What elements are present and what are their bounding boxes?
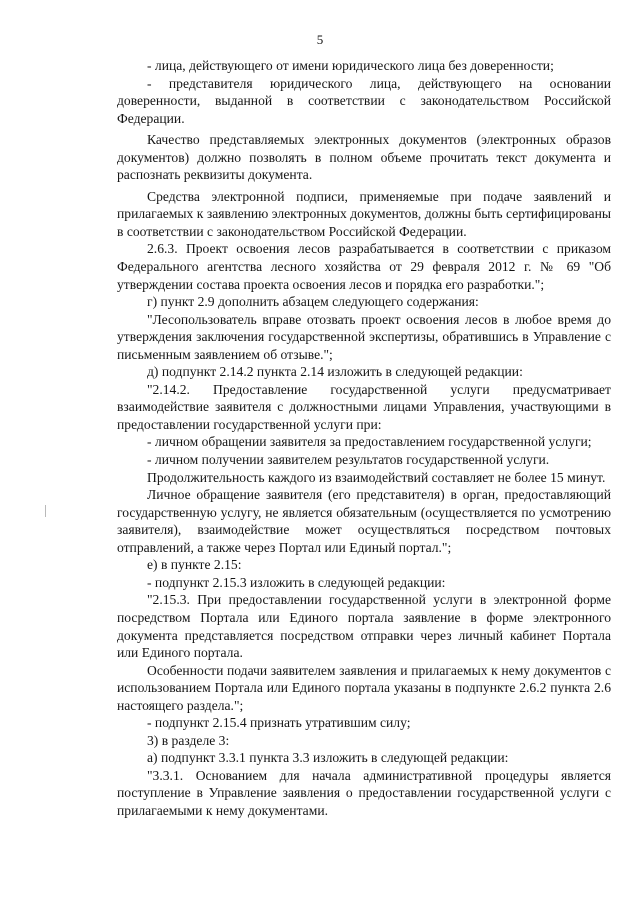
paragraph: "2.15.3. При предоставлении государственной услуги в электронной форме посредством Портала или Единого портала заявление в форме электронного документа представляется посредством отправки через личный кабинет Портала или Единого портала.	[117, 592, 611, 661]
paragraph: Личное обращение заявителя (его представителя) в орган, предоставляющий государственную услугу, не является обязательным (осуществляется по усмотрению заявителя), взаимодействие может осуществляться посредством почтовых отправлений, а также через Портал или Единый портал.";	[117, 487, 611, 555]
paragraph: - подпункт 2.15.3 изложить в следующей редакции:	[147, 574, 446, 590]
paragraph: Продолжительность каждого из взаимодействий составляет не более 15 минут.	[147, 469, 606, 485]
paragraph: - личном обращении заявителя за предоставлением государственной услуги;	[147, 434, 592, 450]
page-number: 5	[316, 32, 324, 47]
paragraph: 3) в разделе 3:	[147, 732, 230, 748]
document-body	[117, 57, 611, 820]
paragraph: г) пункт 2.9 дополнить абзацем следующего содержания:	[147, 294, 479, 310]
paragraph: а) подпункт 3.3.1 пункта 3.3 изложить в следующей редакции:	[147, 750, 509, 766]
paragraph: 2.6.3. Проект освоения лесов разрабатывается в соответствии с приказом Федерального агентства лесного хозяйства от 29 февраля 2012 г. № 69 "Об утверждении состава проекта освоения лесов и порядка его разработки.";	[117, 241, 611, 292]
paragraph: Качество представляемых электронных документов (электронных образов документов) должно позволять в полном объеме прочитать текст документа и распознать реквизиты документа.	[117, 132, 611, 183]
paragraph: "3.3.1. Основанием для начала административной процедуры является поступление в Управление заявления о предоставлении государственной услуги с прилагаемыми к нему документами.	[117, 767, 611, 818]
paragraph: Средства электронной подписи, применяемые при подаче заявлений и прилагаемых к заявлению электронных документов, должны быть сертифицированы в соответствии с законодательством Российской Федерации.	[117, 188, 611, 239]
paragraph: - личном получении заявителем результатов государственной услуги.	[147, 452, 550, 468]
margin-mark	[45, 505, 46, 517]
paragraph: - представителя юридического лица, действующего на основании доверенности, выданной в соответствии с законодательством Российской Федерации.	[117, 75, 611, 126]
paragraph: "Лесопользователь вправе отозвать проект освоения лесов в любое время до утверждения заключения государственной экспертизы, обратившись в Управление с письменным заявлением об отзыве.";	[117, 311, 611, 362]
paragraph: е) в пункте 2.15:	[147, 557, 242, 573]
paragraph: - лица, действующего от имени юридического лица без доверенности;	[147, 58, 554, 73]
paragraph: Особенности подачи заявителем заявления и прилагаемых к нему документов с использованием Портала или Единого портала указаны в подпункте 2.6.2 пункта 2.6 настоящего раздела.";	[117, 662, 611, 713]
paragraph: - подпункт 2.15.4 признать утратившим силу;	[147, 715, 411, 731]
paragraph: "2.14.2. Предоставление государственной услуги предусматривает взаимодействие заявителя с должностными лицами Управления, участвующими в предоставлении государственной услуги при:	[117, 381, 611, 432]
paragraph: д) подпункт 2.14.2 пункта 2.14 изложить в следующей редакции:	[147, 364, 523, 380]
